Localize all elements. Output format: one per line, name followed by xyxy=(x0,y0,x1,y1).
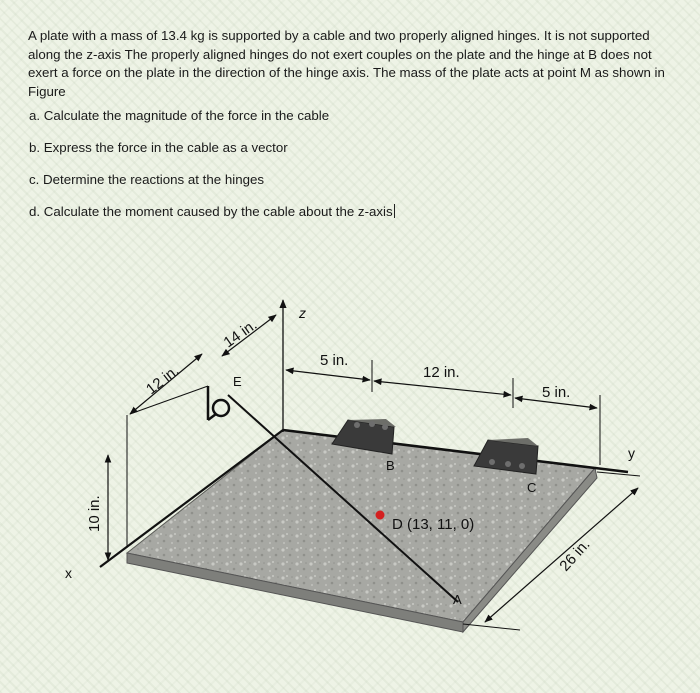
dim-12-left-label: 12 in. xyxy=(142,362,183,399)
point-B-label: B xyxy=(386,458,395,473)
dim-26-label: 26 in. xyxy=(556,536,594,575)
anchor-E-icon xyxy=(208,386,229,420)
question-b: b. Express the force in the cable as a vector xyxy=(29,140,288,155)
extension-line xyxy=(463,624,520,630)
y-axis-label: y xyxy=(628,445,635,461)
point-A-label: A xyxy=(453,592,462,607)
dim-10-label: 10 in. xyxy=(86,495,103,532)
point-C-label: C xyxy=(527,480,537,495)
question-a: a. Calculate the magnitude of the force in the cable xyxy=(29,108,330,123)
point-D-marker xyxy=(376,511,385,520)
extension-line xyxy=(130,386,208,414)
point-E-label: E xyxy=(233,374,242,389)
extension-line xyxy=(597,472,640,476)
dim-5-left-label: 5 in. xyxy=(320,352,349,369)
question-d-text: d. Calculate the moment caused by the cable about the z-axis xyxy=(29,204,393,219)
dim-14-label: 14 in. xyxy=(220,316,261,352)
x-axis-label: x xyxy=(65,565,72,581)
dim-5-right-label: 5 in. xyxy=(542,384,571,401)
dim-5-left-line xyxy=(286,370,370,380)
z-axis-label: z xyxy=(299,305,306,321)
dim-12-mid-label: 12 in. xyxy=(423,364,460,381)
question-c: c. Determine the reactions at the hinges xyxy=(29,172,265,187)
point-D-label: D (13, 11, 0) xyxy=(392,516,475,533)
problem-intro: A plate with a mass of 13.4 kg is supported by a cable and two properly aligned hinges. It is not supported along the z-axis The properly aligned hinges do not exert couples on the plate and the hinge at B does not exert a force on the plate in the direction of the hinge axis. The mass of the plate acts at point M as shown in Figure xyxy=(28,28,665,99)
dim-12-mid-line xyxy=(374,381,511,395)
